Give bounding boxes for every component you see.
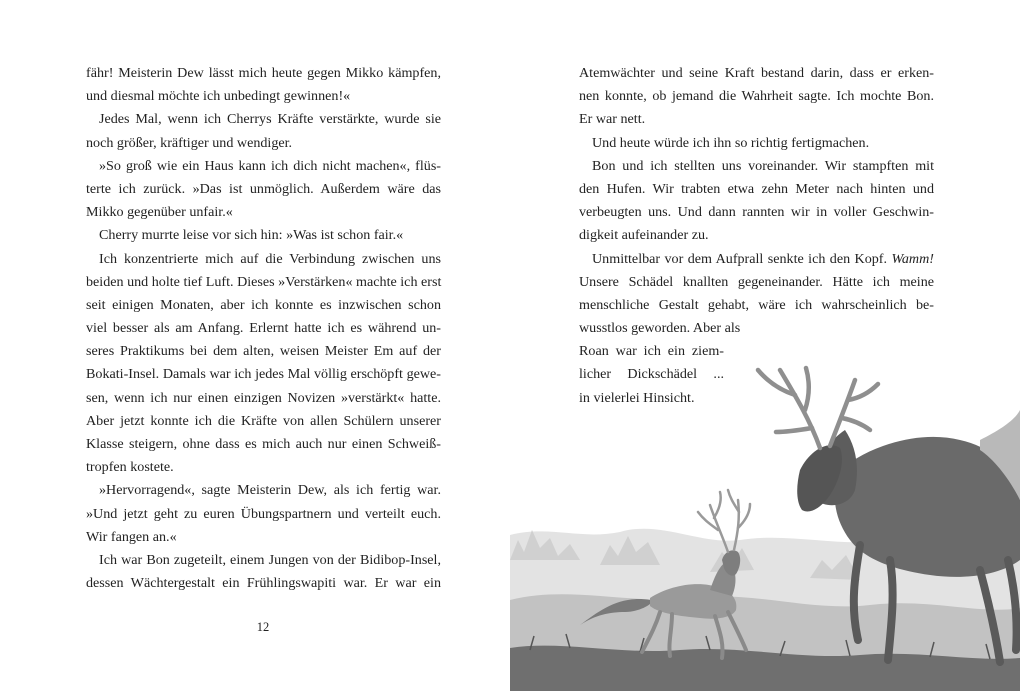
text-line [86, 410, 441, 433]
text-line [86, 433, 441, 456]
text-line [579, 62, 934, 85]
text-line-content: verbeugten uns. Und dann rannten wir in voller Geschwin- [579, 204, 934, 221]
text-line-content: Mikko gegenüber unfair.« [86, 204, 233, 221]
text-line-content: seit einigen Monaten, aber ich konnte es inzwischen schon [86, 296, 441, 313]
text-line [86, 155, 441, 178]
text-line [86, 456, 441, 479]
text-line-content: Und heute würde ich ihn so richtig fertigmachen. [592, 134, 870, 151]
text-line [86, 572, 441, 595]
text-line [86, 178, 441, 201]
text-line-content: nen konnte, ob jemand die Wahrheit sagte. Ich mochte Bon. [579, 88, 934, 105]
left-page-text [86, 62, 441, 595]
text-line [86, 387, 441, 410]
text-line-content: Bokati-Insel. Damals war ich jedes Mal völlig erschöpft gewe- [86, 366, 441, 383]
italic-exclamation: Wamm! [891, 250, 934, 267]
text-line [86, 340, 441, 363]
text-line [86, 62, 441, 85]
text-line-content: dessen Wächtergestalt ein Frühlingswapiti war. Er war ein [86, 575, 441, 592]
text-line-content: Unsere Schädel knallten gegeneinander. Hätte ich meine [579, 273, 934, 290]
text-line-content: digkeit aufeinander zu. [579, 227, 709, 244]
text-line-content: und diesmal möchte ich unbedingt gewinnen!« [86, 88, 351, 105]
text-line [579, 363, 724, 386]
text-line [579, 178, 934, 201]
text-line [579, 340, 724, 363]
text-line [86, 132, 441, 155]
text-line-content: Er war nett. [579, 111, 646, 128]
text-line-content: tropfen kostete. [86, 459, 174, 476]
text-line-content: terte ich zurück. »Das ist unmöglich. Außerdem wäre das [86, 180, 441, 197]
text-line [579, 85, 934, 108]
text-line [86, 248, 441, 271]
text-line-content: beiden und holte tief Luft. Dieses »Verstärken« machte ich erst [86, 273, 442, 290]
text-line [579, 387, 934, 410]
right-page [510, 0, 1020, 691]
right-page-text [579, 62, 934, 410]
text-line [86, 271, 441, 294]
text-line [579, 132, 934, 155]
text-line-content: »Und jetzt geht zu euren Übungspartnern und verteilt euch. [86, 505, 441, 522]
text-line [86, 549, 441, 572]
text-line-content: noch größer, kräftiger und wendiger. [86, 134, 293, 151]
text-line [86, 317, 441, 340]
text-line [579, 294, 934, 317]
text-line [579, 155, 934, 178]
text-line [579, 108, 934, 131]
text-line [579, 271, 934, 294]
text-line-content: seres Praktikums bei dem alten, weisen Meister Em auf der [86, 343, 441, 360]
text-line-content: fähr! Meisterin Dew lässt mich heute gegen Mikko kämpfen, [86, 65, 441, 81]
text-line-content: »Hervorragend«, sagte Meisterin Dew, als ich fertig war. [99, 482, 441, 499]
text-line-content: Klasse steigern, ohne dass es mich auch nur einen Schweiß- [86, 436, 441, 452]
text-line [86, 526, 441, 549]
text-line [579, 317, 934, 340]
text-line-content: menschliche Gestalt gehabt, wäre ich wahrscheinlich be- [579, 296, 934, 313]
text-line-content: Ich war Bon zugeteilt, einem Jungen von der Bidibop-Insel, [99, 551, 441, 568]
text-line [579, 201, 934, 224]
text-line-content: Bon und ich stellten uns voreinander. Wir stampften mit [592, 157, 934, 174]
text-line-content: sen, wenn ich nur einen einzigen Novizen »verstärkt« hatte. [86, 389, 441, 406]
text-line-content: Cherry murrte leise vor sich hin: »Was ist schon fair.« [99, 227, 404, 244]
text-line-content: wusstlos geworden. Aber als [579, 320, 741, 337]
text-line-content: Wir fangen an.« [86, 528, 177, 545]
text-line-content: in vielerlei Hinsicht. [579, 389, 695, 406]
text-line [579, 224, 934, 247]
text-line [579, 248, 934, 271]
text-line-content: licher Dickschädel ... [579, 366, 724, 383]
text-line-content: Aber jetzt konnte ich die Kräfte von allen Schülern unserer [86, 412, 441, 429]
text-line-content: Jedes Mal, wenn ich Cherrys Kräfte verstärkte, wurde sie [99, 111, 441, 128]
text-line [86, 108, 441, 131]
text-line-content: den Hufen. Wir trabten etwa zehn Meter nach hinten und [579, 180, 934, 197]
text-line [86, 224, 441, 247]
text-line-content: Atemwächter und seine Kraft bestand darin, dass er erken- [579, 65, 934, 81]
text-line [86, 479, 441, 502]
text-line [86, 363, 441, 386]
text-line-content: viel besser als am Anfang. Erlernt hatte ich es während un- [86, 320, 441, 337]
text-line-content: Roan war ich ein ziem- [579, 343, 724, 360]
text-line-content: Ich konzentrierte mich auf die Verbindung zwischen uns [99, 250, 441, 267]
text-line-content: Unmittelbar vor dem Aufprall senkte ich den Kopf. [592, 250, 888, 267]
text-line [86, 503, 441, 526]
text-line-content: »So groß wie ein Haus kann ich dich nicht machen«, flüs- [99, 157, 441, 174]
page-number: 12 [256, 620, 270, 634]
text-line [86, 85, 441, 108]
text-line [86, 294, 441, 317]
text-line [86, 201, 441, 224]
